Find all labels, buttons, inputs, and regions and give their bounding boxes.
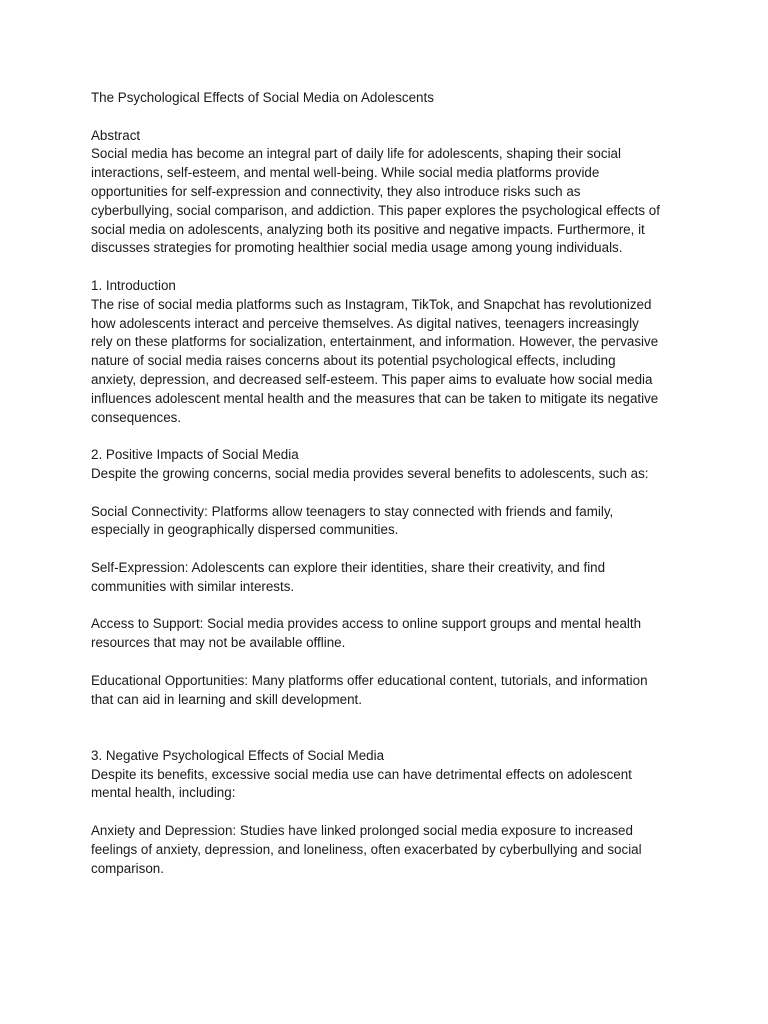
- item-line: resources that may not be available offline.: [91, 635, 346, 651]
- list-item: [91, 559, 691, 597]
- abstract-section: [91, 127, 691, 259]
- introduction-line: influences adolescent mental health and the measures that can be taken to mitigate its negative: [91, 390, 659, 406]
- abstract-line: interactions, self-esteem, and mental well-being. While social media platforms provide: [91, 165, 600, 181]
- item-line: Self-Expression: Adolescents can explore their identities, share their creativity, and find: [91, 559, 606, 575]
- item-line: comparison.: [91, 860, 164, 876]
- item-line: feelings of anxiety, depression, and loneliness, often exacerbated by cyberbullying and social: [91, 841, 642, 857]
- abstract-line: cyberbullying, social comparison, and addiction. This paper explores the psychological effects of: [91, 202, 660, 218]
- item-line: that can aid in learning and skill development.: [91, 691, 362, 707]
- abstract-line: social media on adolescents, analyzing both its positive and negative impacts. Furthermore, it: [91, 221, 645, 237]
- introduction-line: rely on these platforms for socialization, entertainment, and information. However, the pervasive: [91, 334, 659, 350]
- item-line: especially in geographically dispersed communities.: [91, 522, 399, 538]
- list-item: [91, 822, 691, 878]
- abstract-heading: Abstract: [91, 127, 141, 143]
- item-line: Educational Opportunities: Many platforms offer educational content, tutorials, and information: [91, 672, 648, 688]
- introduction-line: nature of social media raises concerns about its potential psychological effects, including: [91, 353, 616, 369]
- negative-heading: 3. Negative Psychological Effects of Social Media: [91, 747, 385, 763]
- negative-intro-line: mental health, including:: [91, 785, 236, 801]
- list-item: [91, 672, 691, 710]
- negative-intro-line: Despite its benefits, excessive social media use can have detrimental effects on adolescent: [91, 766, 632, 782]
- positive-intro: Despite the growing concerns, social media provides several benefits to adolescents, such as:: [91, 465, 649, 481]
- item-line: Access to Support: Social media provides access to online support groups and mental health: [91, 616, 642, 632]
- positive-impacts-section: [91, 446, 691, 709]
- abstract-line: Social media has become an integral part of daily life for adolescents, shaping their social: [91, 146, 621, 162]
- abstract-line: discusses strategies for promoting healthier social media usage among young individuals.: [91, 240, 623, 256]
- introduction-section: [91, 277, 691, 427]
- introduction-line: anxiety, depression, and decreased self-esteem. This paper aims to evaluate how social media: [91, 371, 653, 387]
- introduction-line: The rise of social media platforms such as Instagram, TikTok, and Snapchat has revolutionized: [91, 296, 652, 312]
- list-item: [91, 503, 691, 541]
- item-line: Social Connectivity: Platforms allow teenagers to stay connected with friends and family,: [91, 503, 614, 519]
- item-line: Anxiety and Depression: Studies have linked prolonged social media exposure to increased: [91, 823, 633, 839]
- introduction-heading: 1. Introduction: [91, 277, 176, 293]
- introduction-line: how adolescents interact and perceive themselves. As digital natives, teenagers increasingly: [91, 315, 639, 331]
- document-page: [91, 89, 691, 878]
- document-title: The Psychological Effects of Social Media on Adolescents: [91, 90, 434, 105]
- negative-effects-section: [91, 747, 691, 879]
- list-item: [91, 615, 691, 653]
- positive-heading: 2. Positive Impacts of Social Media: [91, 447, 299, 463]
- abstract-line: opportunities for self-expression and connectivity, they also introduce risks such as: [91, 183, 581, 199]
- item-line: communities with similar interests.: [91, 578, 295, 594]
- introduction-line: consequences.: [91, 409, 182, 425]
